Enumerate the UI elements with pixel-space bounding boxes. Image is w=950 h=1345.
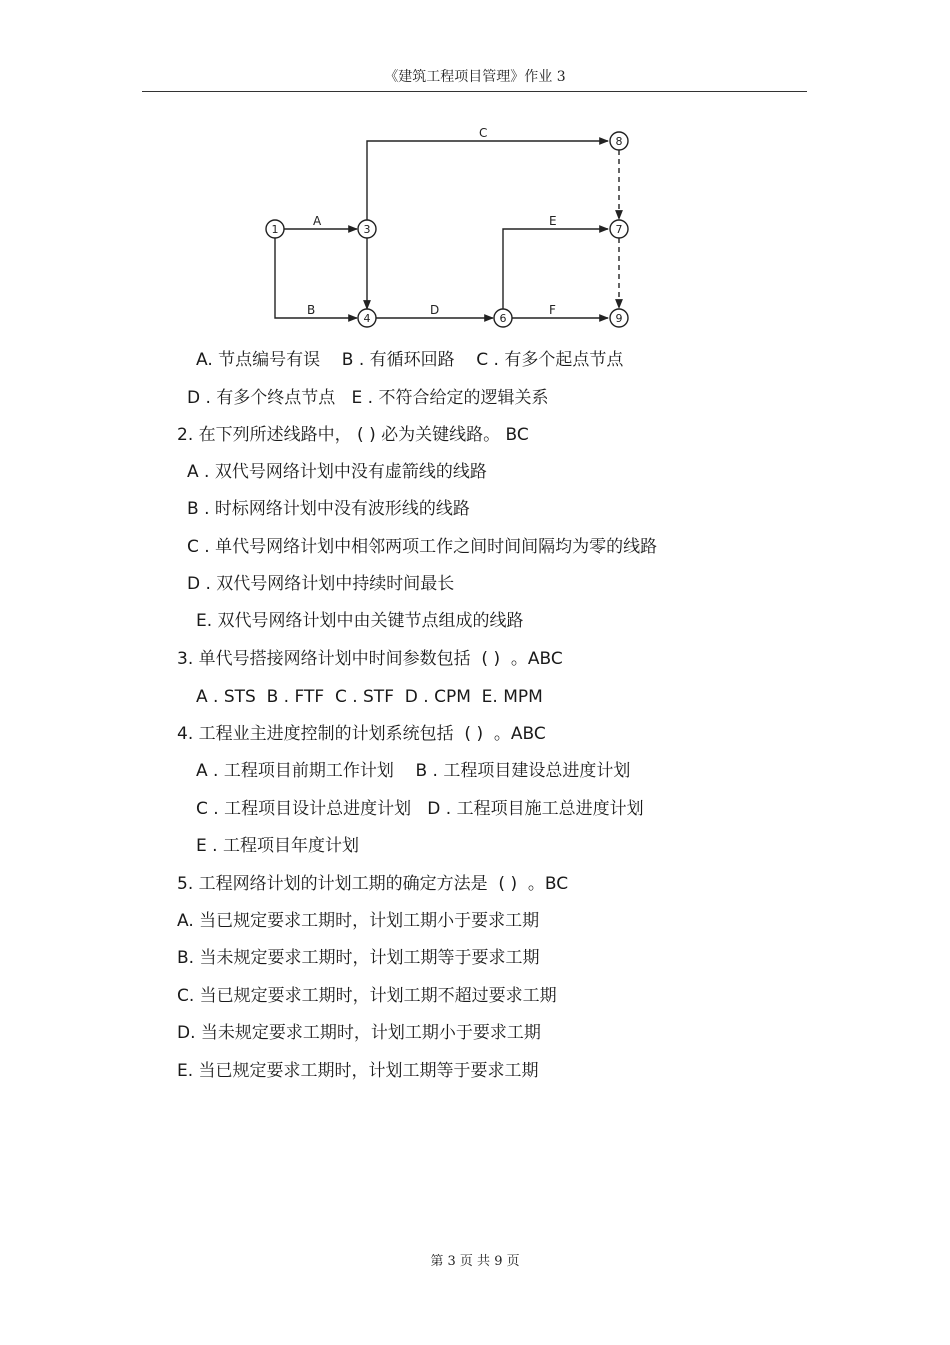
q3-options: A . STS B . FTF C . STF D . CPM E. MPM bbox=[196, 687, 543, 707]
svg-text:7: 7 bbox=[615, 223, 623, 236]
network-diagram bbox=[255, 122, 655, 337]
svg-text:9: 9 bbox=[615, 312, 623, 325]
svg-text:8: 8 bbox=[615, 135, 623, 148]
q3-stem: 3. 单代号搭接网络计划中时间参数包括 ( ) 。ABC bbox=[177, 649, 563, 669]
node-1 bbox=[266, 220, 284, 238]
page-header: 《建筑工程项目管理》作业 3 bbox=[384, 69, 566, 85]
node-6 bbox=[494, 309, 512, 327]
q2-option-d: D . 双代号网络计划中持续时间最长 bbox=[187, 574, 455, 594]
q4-options-line1: A . 工程项目前期工作计划 B . 工程项目建设总进度计划 bbox=[196, 761, 631, 781]
edge-label-f: F bbox=[549, 303, 556, 317]
edge-e bbox=[503, 229, 608, 309]
q1-options-line2: D . 有多个终点节点 E . 不符合给定的逻辑关系 bbox=[187, 388, 549, 408]
edge-label-e: E bbox=[549, 214, 557, 228]
page-footer: 第 3 页 共 9 页 bbox=[430, 1254, 520, 1269]
q5-stem: 5. 工程网络计划的计划工期的确定方法是 ( ) 。BC bbox=[177, 874, 569, 894]
q5-option-a: A. 当已规定要求工期时，计划工期小于要求工期 bbox=[177, 911, 540, 931]
q2-option-c: C . 单代号网络计划中相邻两项工作之间时间间隔均为零的线路 bbox=[187, 537, 658, 557]
edge-label-a: A bbox=[313, 214, 322, 228]
q5-option-e: E. 当已规定要求工期时，计划工期等于要求工期 bbox=[177, 1061, 539, 1081]
edge-label-b: B bbox=[307, 303, 316, 317]
node-9 bbox=[610, 309, 628, 327]
node-8 bbox=[610, 132, 628, 150]
svg-text:1: 1 bbox=[271, 223, 279, 236]
q5-option-d: D. 当未规定要求工期时，计划工期小于要求工期 bbox=[177, 1023, 541, 1043]
q5-option-c: C. 当已规定要求工期时，计划工期不超过要求工期 bbox=[177, 986, 557, 1006]
q2-option-b: B . 时标网络计划中没有波形线的线路 bbox=[187, 499, 470, 519]
node-7 bbox=[610, 220, 628, 238]
svg-text:6: 6 bbox=[499, 312, 507, 325]
q2-option-e: E. 双代号网络计划中由关键节点组成的线路 bbox=[196, 611, 524, 631]
edge-label-c: C bbox=[479, 126, 488, 140]
edge-c bbox=[367, 141, 608, 220]
q1-options-line1: A. 节点编号有误 B . 有循环回路 C . 有多个起点节点 bbox=[196, 350, 624, 370]
q4-options-line2: C . 工程项目设计总进度计划 D . 工程项目施工总进度计划 bbox=[196, 799, 644, 819]
svg-text:4: 4 bbox=[363, 312, 371, 325]
q5-option-b: B. 当未规定要求工期时，计划工期等于要求工期 bbox=[177, 948, 540, 968]
node-3 bbox=[358, 220, 376, 238]
q2-option-a: A . 双代号网络计划中没有虚箭线的线路 bbox=[187, 462, 487, 482]
svg-text:3: 3 bbox=[363, 223, 371, 236]
node-4 bbox=[358, 309, 376, 327]
q4-options-line3: E . 工程项目年度计划 bbox=[196, 836, 359, 856]
header-divider bbox=[142, 91, 807, 92]
q2-stem: 2. 在下列所述线路中， ( ) 必为关键线路。 BC bbox=[177, 425, 529, 445]
q4-stem: 4. 工程业主进度控制的计划系统包括 ( ) 。ABC bbox=[177, 724, 546, 744]
edge-b bbox=[275, 238, 357, 318]
edge-label-d: D bbox=[430, 303, 440, 317]
